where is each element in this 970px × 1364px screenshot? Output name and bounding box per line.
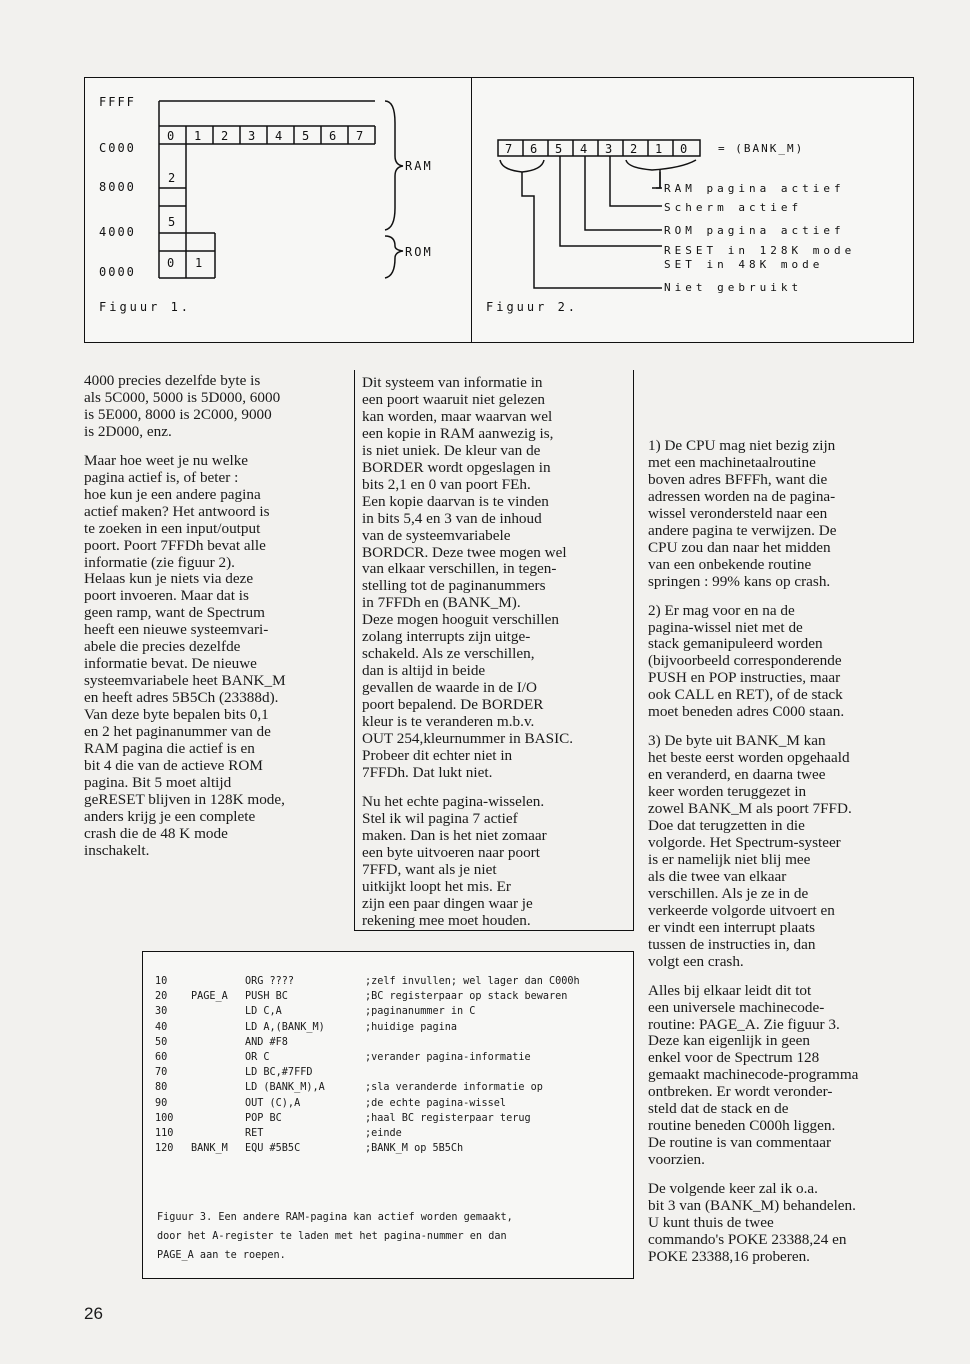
address-label: C000 (99, 141, 136, 155)
address-label: 8000 (99, 180, 136, 194)
listing-code: EQU #5B5C (245, 1143, 301, 1155)
text-column-1 (84, 373, 354, 860)
listing-label (191, 1111, 245, 1126)
paragraph: 3) De byte uit BANK_M kan het beste eerst worden opgehaald en veranderd, en daarna twee keer worden teruggezet in zowel BANK_M als poort 7FFD. Doe dat terugzetten in die volgorde. Het Spectrum-systeer is er namelijk niet blij mee als die twee van elkaar verschillen. Als je ze in de verkeerde volgorde uitvoert en er vindt een interrupt plaats tussen de instructies in, dan volgt een crash. (648, 732, 852, 970)
rom-label: ROM (405, 245, 433, 259)
figure-2-caption: Figuur 2. (486, 300, 579, 314)
paragraph: Alles bij elkaar leidt dit tot een universele machinecode- routine: PAGE_A. Zie figuur 3. Deze kan eigenlijk in geen enkel voor de Spectrum 128 gemaakt machinecode-programma ontbreken. Er wordt veronder- steld dat de stack en de routine beneden C000h liggen. De routine is van commentaar voorzien. (648, 981, 859, 1169)
listing-line: 120 (155, 1143, 174, 1155)
bank-m-equals-label: = (BANK_M) (718, 142, 805, 155)
address-label: 4000 (99, 225, 136, 239)
bit-number: 2 (630, 142, 638, 156)
listing-comment: ;BANK_M op 5B5Ch (365, 1143, 464, 1155)
ram-page-number: 2 (221, 129, 229, 143)
assembly-listing (155, 974, 580, 1156)
bit-number: 7 (505, 142, 513, 156)
listing-code: LD A,(BANK_M) (245, 1021, 325, 1033)
listing-comment (365, 1065, 580, 1080)
listing-code: LD C,A (245, 1006, 282, 1018)
listing-row (155, 1065, 580, 1080)
ram-page-number: 2 (168, 171, 176, 185)
legend-ram-active: RAM pagina actief (664, 182, 845, 195)
listing-line: 10 (155, 976, 168, 988)
ram-page-number: 5 (302, 129, 310, 143)
listing-comment: ;BC registerpaar op stack bewaren (365, 991, 568, 1003)
figure-2-box (471, 77, 914, 343)
listing-row (155, 1096, 580, 1111)
listing-label: BANK_M (191, 1143, 228, 1155)
listing-label (191, 1035, 245, 1050)
listing-label (191, 1126, 245, 1141)
ram-label: RAM (405, 159, 433, 173)
listing-comment: ;sla veranderde informatie op (365, 1082, 543, 1094)
listing-label (191, 1096, 245, 1111)
rom-page-number: 1 (195, 256, 203, 270)
ram-page-number: 0 (167, 129, 175, 143)
bit-number: 1 (655, 142, 663, 156)
listing-comment: ;haal BC registerpaar terug (365, 1112, 531, 1124)
ram-page-number: 5 (168, 215, 176, 229)
listing-comment (365, 1035, 580, 1050)
paragraph: 2) Er mag voor en na de pagina-wissel niet met de stack gemanipuleerd worden (bijvoorbeeld corresponderende PUSH en POP instructies, maar ook CALL en RET), of de stack moet beneden adres C000 staan. (648, 601, 845, 721)
listing-code: LD (BANK_M),A (245, 1082, 325, 1094)
paragraph: De volgende keer zal ik o.a. bit 3 van (BANK_M) behandelen. U kunt thuis de twee commando's POKE 23388,24 en POKE 23388,16 proberen. (648, 1180, 856, 1265)
listing-line: 110 (155, 1127, 174, 1139)
listing-label (191, 1080, 245, 1095)
listing-label (191, 1065, 245, 1080)
bit-number: 5 (555, 142, 563, 156)
listing-line: 50 (155, 1036, 168, 1048)
figure-1-caption: Figuur 1. (99, 300, 192, 314)
listing-row (155, 989, 580, 1004)
listing-comment: ;zelf invullen; wel lager dan C000h (365, 976, 580, 988)
listing-label (191, 1020, 245, 1035)
page-number: 26 (84, 1304, 103, 1323)
text-column-2 (362, 375, 637, 930)
bit-number: 6 (530, 142, 538, 156)
listing-line: 40 (155, 1021, 168, 1033)
listing-line: 20 (155, 991, 168, 1003)
ram-page-number: 3 (248, 129, 256, 143)
listing-line: 100 (155, 1112, 174, 1124)
legend-not-used: Niet gebruikt (664, 281, 803, 294)
paragraph: 1) De CPU mag niet bezig zijn met een machinetaalroutine boven adres BFFFh, want die adressen worden na de pagina- wissel verondersteld naar een andere pagina te verwijzen. De CPU zou dan naar het midden van een onbekende routine springen : 99% kans op crash. (648, 437, 837, 590)
ram-page-number: 4 (275, 129, 283, 143)
listing-label (191, 1050, 245, 1065)
text-column-3 (648, 438, 923, 1266)
ram-page-number: 1 (194, 129, 202, 143)
legend-set-48k: SET in 48K mode (664, 258, 824, 271)
listing-row (155, 1126, 580, 1141)
listing-code: OUT (C),A (245, 1097, 301, 1109)
figure-3-caption: Figuur 3. Een andere RAM-pagina kan actief worden gemaakt, door het A-register te laden met het pagina-nummer en dan PAGE_A aan te roepen. (157, 1212, 513, 1261)
bit-number: 4 (580, 142, 588, 156)
figure-2-bank-m-bits (472, 78, 913, 342)
listing-comment: ;huidige pagina (365, 1021, 458, 1033)
figure-3-listing-box (142, 951, 634, 1279)
paragraph: Maar hoe weet je nu welke pagina actief is, of beter : hoe kun je een andere pagina actief maken? Het antwoord is te zoeken in een input/output poort. Poort 7FFDh bevat alle informatie (zie figuur 2). Helaas kun je niets via deze poort invoeren. Maar dat is geen ramp, want de Spectrum heeft een nieuwe systeemvari- abele die precies dezelfde informatie bevat. De nieuwe systeemvariabele heet BANK_M en heeft adres 5B5Ch (23388d). Van deze byte bepalen bits 0,1 en 2 het paginanummer van de RAM pagina die actief is en bit 4 die van de actieve ROM pagina. Bit 5 moet altijd geRESET blijven in 128K mode, anders krijg je een complete crash die de 48 K mode inschakelt. (84, 451, 286, 859)
listing-row (155, 1035, 580, 1050)
paragraph: Dit systeem van informatie in een poort waaruit niet gelezen kan worden, maar waarvan wel een kopie in RAM aanwezig is, is niet uniek. De kleur van de BORDER wordt opgeslagen in bits 2,1 en 0 van poort FEh. Een kopie daarvan is te vinden in bits 5,4 en 3 van de inhoud van de systeemvariabele BORDCR. Deze twee mogen wel van elkaar verschillen, in tegen- stelling tot de paginanummers in 7FFDh en (BANK_M). Deze mogen hooguit verschillen zolang interrupts zijn uitge- schakeld. Als ze verschillen, dan is altijd in beide gevallen de waarde in de I/O poort bepalend. De BORDER kleur is te veranderen m.b.v. OUT 254,kleurnummer in BASIC. Probeer dit echter niet in 7FFDh. Dat lukt niet. (362, 374, 574, 781)
listing-line: 90 (155, 1097, 168, 1109)
listing-code: AND #F8 (245, 1036, 288, 1048)
listing-row (155, 1004, 580, 1019)
listing-row (155, 1020, 580, 1035)
listing-code: RET (245, 1127, 264, 1139)
figure-1-box (84, 77, 473, 343)
ram-page-number: 7 (356, 129, 364, 143)
listing-comment: ;de echte pagina-wissel (365, 1097, 507, 1109)
listing-comment: ;paginanummer in C (365, 1006, 476, 1018)
listing-label (191, 1004, 245, 1019)
listing-code: PUSH BC (245, 991, 288, 1003)
listing-row (155, 1080, 580, 1095)
listing-row (155, 1141, 580, 1156)
listing-line: 60 (155, 1052, 168, 1064)
listing-line: 70 (155, 1067, 168, 1079)
legend-rom-active: ROM pagina actief (664, 224, 845, 237)
bit-number: 3 (605, 142, 613, 156)
listing-comment: ;verander pagina-informatie (365, 1052, 531, 1064)
listing-code: LD BC,#7FFD (245, 1067, 313, 1079)
listing-line: 30 (155, 1006, 168, 1018)
rom-page-number: 0 (167, 256, 175, 270)
bit-number: 0 (680, 142, 688, 156)
address-label: 0000 (99, 265, 136, 279)
address-label: FFFF (99, 95, 136, 109)
listing-code: ORG ???? (245, 976, 295, 988)
listing-label: PAGE_A (191, 991, 228, 1003)
paragraph: 4000 precies dezelfde byte is als 5C000, 5000 is 5D000, 6000 is 5E000, 8000 is 2C000, 9000 is 2D000, enz. (84, 372, 281, 440)
listing-row (155, 974, 580, 989)
listing-row (155, 1050, 580, 1065)
figure-1-memory-map (85, 78, 472, 342)
listing-code: POP BC (245, 1112, 282, 1124)
listing-row (155, 1111, 580, 1126)
listing-comment: ;einde (365, 1127, 402, 1139)
paragraph: Nu het echte pagina-wisselen. Stel ik wil pagina 7 actief maken. Dan is het niet zomaar een byte uitvoeren naar poort 7FFD, want als je niet uitkijkt loopt het mis. Er zijn een paar dingen waar je rekening mee moet houden. (362, 792, 547, 929)
legend-reset-128k: RESET in 128K mode (664, 244, 856, 257)
listing-line: 80 (155, 1082, 168, 1094)
legend-screen-active: Scherm actief (664, 201, 803, 214)
listing-code: OR C (245, 1052, 270, 1064)
listing-label (191, 974, 245, 989)
ram-page-number: 6 (329, 129, 337, 143)
